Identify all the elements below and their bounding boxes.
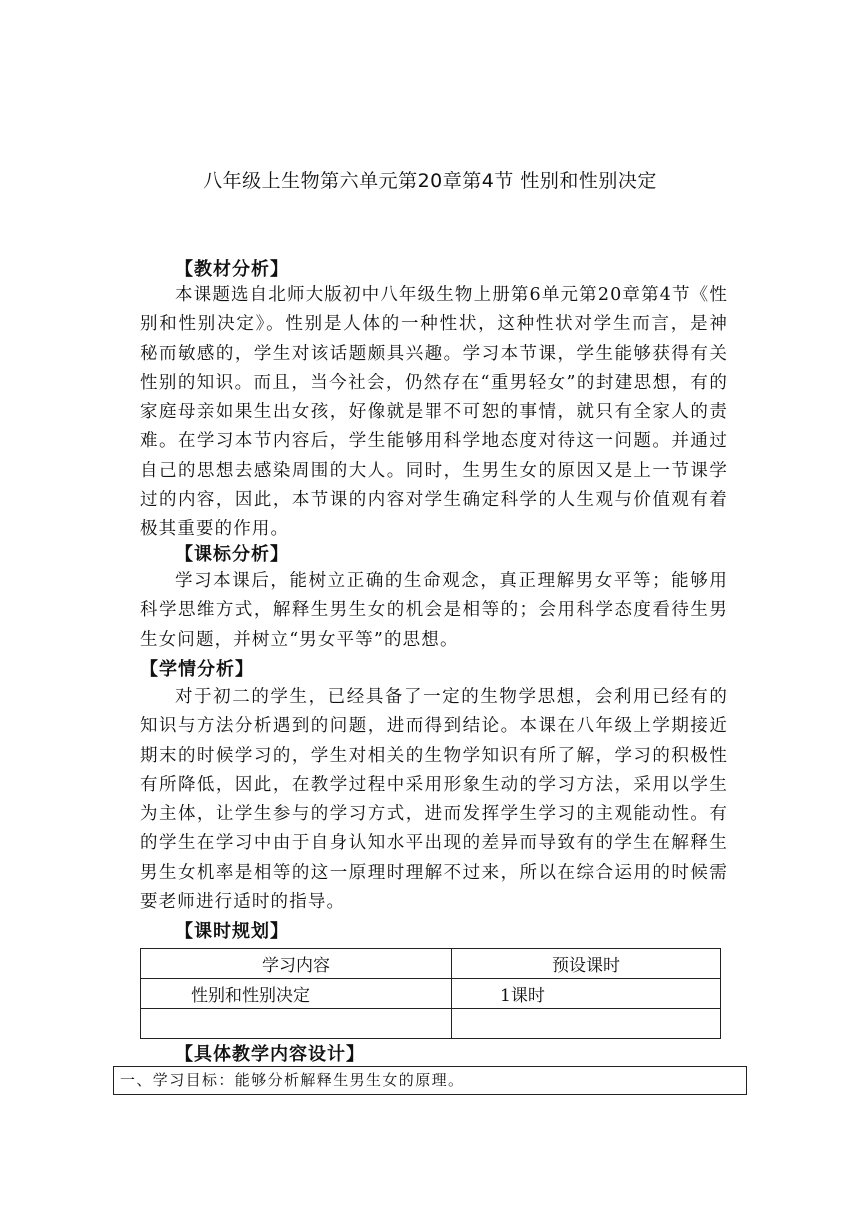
table-row <box>141 979 721 1009</box>
lesson-plan-table <box>140 948 721 1039</box>
table-cell <box>452 1009 721 1039</box>
table-row <box>141 1009 721 1039</box>
table-header-row <box>141 949 721 979</box>
table-header-cell: 学习内容 <box>141 949 452 979</box>
document-title: 八年级上生物第六单元第20章第4节 性别和性别决定 <box>203 170 657 192</box>
teaching-design-heading: 【具体教学内容设计】 <box>175 1044 365 1065</box>
standard-analysis-paragraph: 学习本课后，能树立正确的生命观念，真正理解男女平等；能够用科学思维方式，解释生男生女的机会是相等的；会用科学态度看待生男生女问题，并树立“男女平等”的思想。 <box>140 571 728 650</box>
table-header-cell: 预设课时 <box>452 949 721 979</box>
lesson-plan-heading: 【课时规划】 <box>175 921 289 942</box>
learning-objective-box: 一、学习目标：能够分析解释生男生女的原理。 <box>113 1066 747 1095</box>
table-cell <box>141 1009 452 1039</box>
table-cell: 性别和性别决定 <box>141 979 452 1009</box>
textbook-analysis-paragraph: 本课题选自北师大版初中八年级生物上册第6单元第20章第4节《性别和性别决定》。性别是人体的一种性状，这种性状对学生而言，是神秘而敏感的，学生对该话题颇具兴趣。学习本节课，学生能够获得有关性别的知识。而且，当今社会，仍然存在“重男轻女”的封建思想，有的家庭母亲如果生出女孩，好像就是罪不可恕的事情，就只有全家人的责难。在学习本节内容后，学生能够用科学地态度对待这一问题。并通过自己的思想去感染周围的大人。同时，生男生女的原因又是上一节课学过的内容，因此，本节课的内容对学生确定科学的人生观与价值观有着极其重要的作用。 <box>140 285 728 540</box>
textbook-analysis-heading: 【教材分析】 <box>175 259 289 280</box>
table-cell: 1课时 <box>452 979 721 1009</box>
standard-analysis-heading: 【课标分析】 <box>175 544 289 565</box>
student-analysis-paragraph: 对于初二的学生，已经具备了一定的生物学思想，会利用已经有的知识与方法分析遇到的问题，进而得到结论。本课在八年级上学期接近期末的时候学习的，学生对相关的生物学知识有所了解，学习的积极性有所降低，因此，在教学过程中采用形象生动的学习方法，采用以学生为主体，让学生参与的学习方式，进而发挥学生学习的主观能动性。有的学生在学习中由于自身认知水平出现的差异而导致有的学生在解释生男生女机率是相等的这一原理时理解不过来，所以在综合运用的时候需要老师进行适时的指导。 <box>140 687 728 913</box>
student-analysis-heading: 【学情分析】 <box>140 659 254 680</box>
